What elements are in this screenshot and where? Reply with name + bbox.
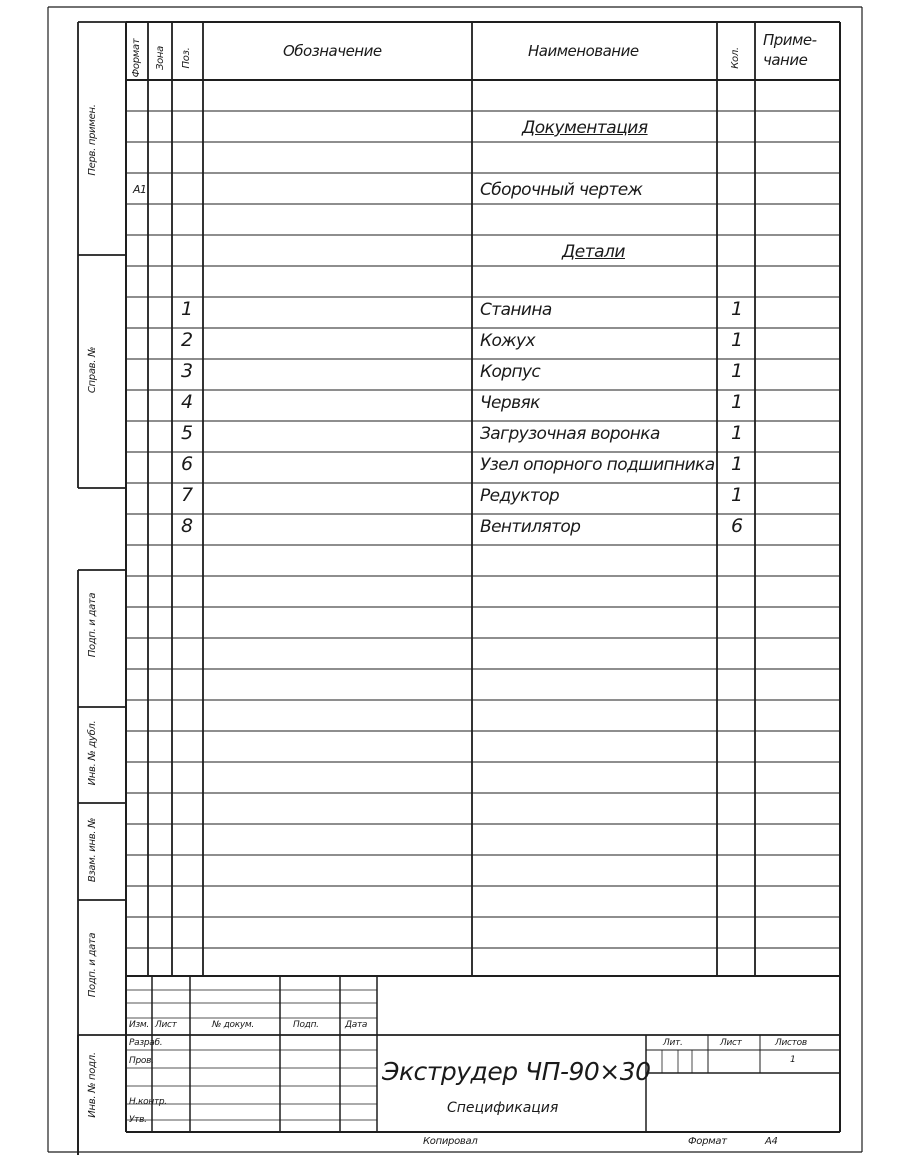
footer-format-value: А4 <box>765 1136 778 1147</box>
item-qty: 1 <box>731 329 744 351</box>
header-pos: Поз. <box>181 47 192 69</box>
tb-n-dokum: № докум. <box>212 1020 254 1030</box>
tb-lit: Лит. <box>663 1038 683 1048</box>
item-qty: 1 <box>731 360 744 382</box>
item-name: Корпус <box>480 362 541 382</box>
margin-inv-dubl: Инв. № дубл. <box>87 720 98 786</box>
margin-inv-podl: Инв. № подл. <box>87 1052 98 1118</box>
tb-listov: Листов <box>775 1038 807 1048</box>
margin-podp-data-2: Подп. и дата <box>87 932 98 998</box>
item-qty: 1 <box>731 484 744 506</box>
item-name: Кожух <box>480 331 535 351</box>
tb-listov-value: 1 <box>790 1055 796 1065</box>
section-documentation: Документация <box>522 118 648 138</box>
item-name: Загрузочная воронка <box>480 424 660 444</box>
margin-sprav-no: Справ. № <box>87 346 98 394</box>
item-qty: 6 <box>731 515 744 537</box>
header-designation: Обозначение <box>283 42 382 60</box>
header-name: Наименование <box>528 42 639 60</box>
tb-podp: Подп. <box>293 1020 319 1030</box>
item-name: Станина <box>480 300 552 320</box>
tb-product-title: Экструдер ЧП-90×30 <box>382 1057 651 1086</box>
footer-kopiroval: Копировал <box>423 1136 478 1147</box>
item-pos: 7 <box>181 484 194 506</box>
item-name: Редуктор <box>480 486 560 506</box>
item-pos: 5 <box>181 422 194 444</box>
margin-podp-data-1: Подп. и дата <box>87 592 98 658</box>
item-qty: 1 <box>731 391 744 413</box>
margin-vzam-inv: Взам. инв. № <box>87 817 98 883</box>
item-name: Червяк <box>480 393 540 413</box>
item-name: Узел опорного подшипника <box>480 455 715 475</box>
tb-prov: Пров. <box>129 1056 154 1066</box>
tb-list2: Лист <box>720 1038 742 1048</box>
tb-razrab: Разраб. <box>129 1038 163 1048</box>
item-pos: 1 <box>181 298 194 320</box>
item-name: Вентилятор <box>480 517 581 537</box>
section-details: Детали <box>562 242 625 262</box>
doc-format: А1 <box>133 183 147 196</box>
item-pos: 4 <box>181 391 194 413</box>
item-qty: 1 <box>731 298 744 320</box>
item-qty: 1 <box>731 422 744 444</box>
header-zone: Зона <box>155 46 166 70</box>
doc-name: Сборочный чертеж <box>480 180 643 200</box>
tb-utv: Утв. <box>129 1115 147 1125</box>
tb-doc-type: Спецификация <box>447 1100 559 1116</box>
header-note: Приме- чание <box>763 31 817 69</box>
margin-perv-primen: Перв. примен. <box>87 104 98 176</box>
footer-format-label: Формат <box>688 1136 727 1147</box>
item-pos: 8 <box>181 515 194 537</box>
tb-n-kontr: Н.контр. <box>129 1097 167 1107</box>
item-pos: 3 <box>181 360 194 382</box>
header-qty: Кол. <box>730 47 741 69</box>
item-pos: 2 <box>181 329 194 351</box>
item-qty: 1 <box>731 453 744 475</box>
tb-data: Дата <box>345 1020 368 1030</box>
tb-list: Лист <box>155 1020 177 1030</box>
tb-izm: Изм. <box>129 1020 149 1030</box>
header-format: Формат <box>131 38 142 78</box>
item-pos: 6 <box>181 453 194 475</box>
